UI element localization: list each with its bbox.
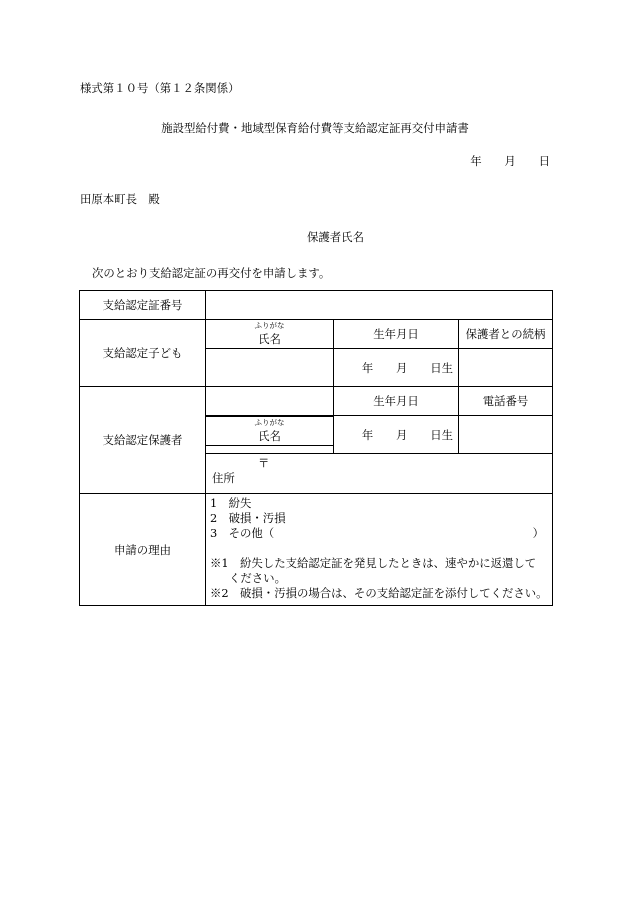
child-birthdate-header: 生年月日 bbox=[333, 319, 459, 349]
reason-option-other-close: ） bbox=[532, 526, 544, 540]
reason-option-damaged: 2 破損・汚損 bbox=[210, 511, 286, 525]
guardian-birthdate-header: 生年月日 bbox=[333, 386, 459, 416]
guardian-birthdate-field: 年 月 日生 bbox=[333, 415, 459, 454]
guardian-furigana-label: ふりがな bbox=[254, 418, 285, 427]
guardian-name-field bbox=[205, 415, 334, 454]
guardian-address-field bbox=[205, 453, 553, 494]
child-relation-header: 保護者との続柄 bbox=[458, 319, 553, 349]
reason-section-label: 申請の理由 bbox=[79, 493, 206, 606]
guardian-name-label: 氏名 bbox=[258, 429, 281, 443]
form-title: 施設型給付費・地域型保育給付費等支給認定証再交付申請書 bbox=[161, 121, 469, 135]
child-relation-field bbox=[458, 348, 553, 387]
child-furigana-label: ふりがな bbox=[254, 321, 285, 330]
guardian-phone-header: 電話番号 bbox=[458, 386, 553, 416]
date-line: 年 月 日 bbox=[470, 154, 550, 168]
child-section-label: 支給認定子ども bbox=[79, 319, 206, 387]
child-name-field bbox=[205, 348, 334, 387]
note-2: ※2 破損・汚損の場合は、その支給認定証を添付してください。 bbox=[210, 586, 548, 600]
addressee: 田原本町長 殿 bbox=[80, 192, 160, 206]
form-number: 様式第１０号（第１２条関係） bbox=[80, 81, 240, 95]
note-1-line-2: ください。 bbox=[229, 571, 286, 585]
certificate-number-label: 支給認定証番号 bbox=[79, 290, 206, 320]
address-label: 住所 bbox=[212, 471, 235, 485]
reason-body bbox=[205, 493, 553, 606]
postal-mark-icon: 〒 bbox=[258, 456, 270, 470]
intro-sentence: 次のとおり支給認定証の再交付を申請します。 bbox=[92, 266, 331, 280]
guardian-section-label: 支給認定保護者 bbox=[79, 386, 206, 494]
guardian-phone-field bbox=[458, 415, 553, 454]
reason-option-lost: 1 紛失 bbox=[210, 496, 252, 510]
applicant-name-label: 保護者氏名 bbox=[307, 230, 364, 244]
child-name-header bbox=[205, 319, 334, 349]
child-birthdate-field: 年 月 日生 bbox=[333, 348, 459, 387]
child-name-label: 氏名 bbox=[258, 332, 281, 346]
reason-option-other-label: 3 その他（ bbox=[210, 526, 275, 540]
note-1-line-1: ※1 紛失した支給認定証を発見したときは、速やかに返還して bbox=[210, 556, 537, 570]
certificate-number-field bbox=[205, 290, 553, 320]
reason-spacer bbox=[210, 541, 544, 556]
reason-option-other bbox=[210, 526, 544, 541]
